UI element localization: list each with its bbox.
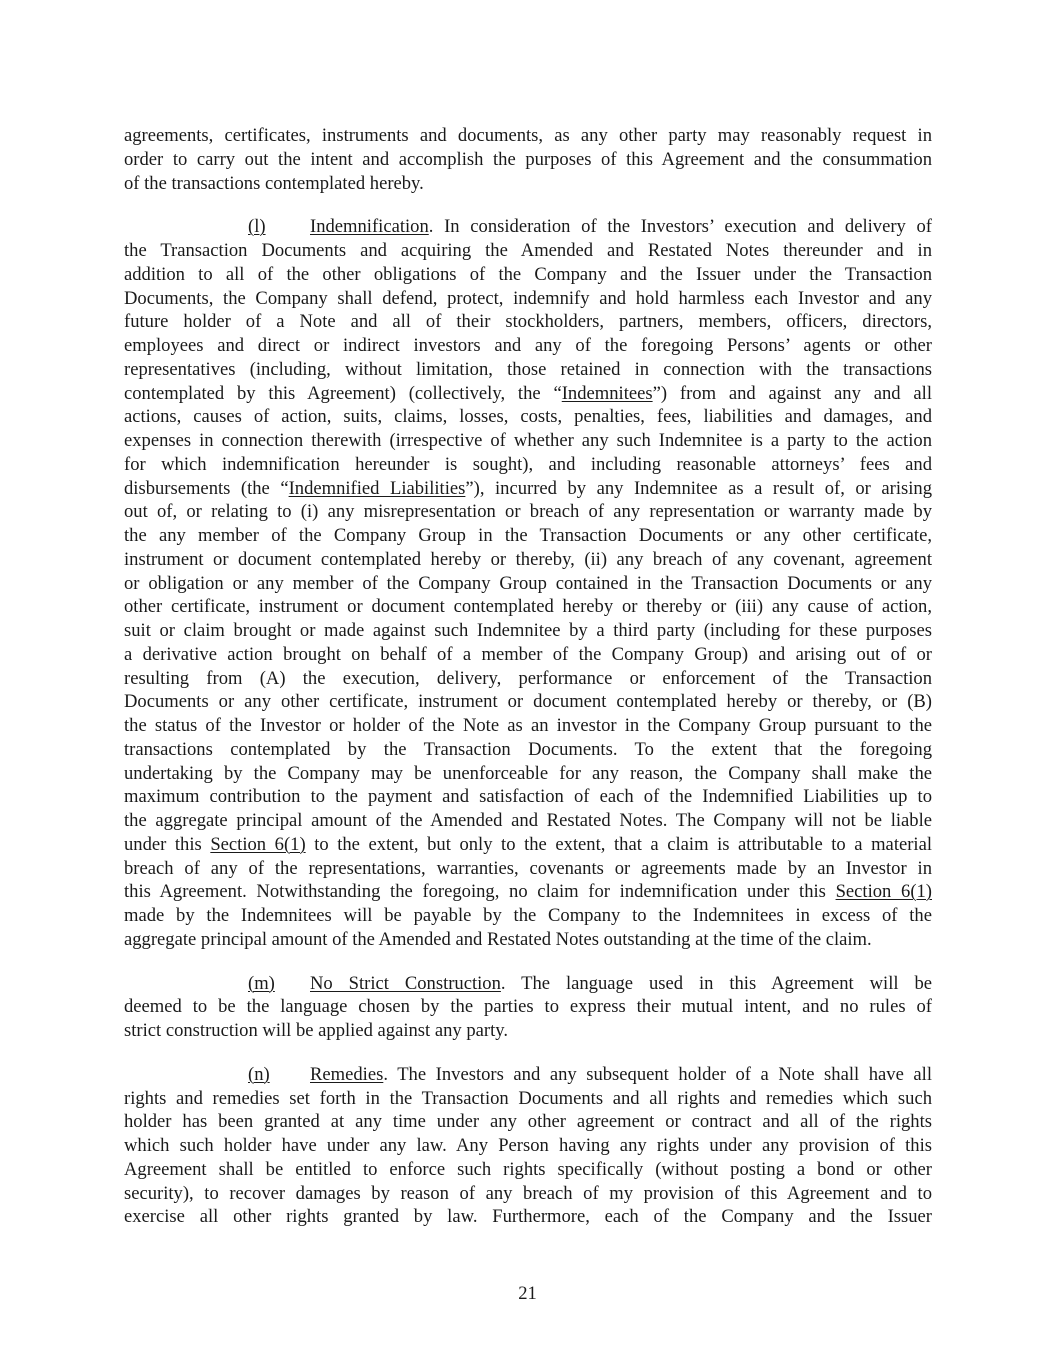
section-text: . In consideration of the Investors’ execution and delivery of [428,216,932,238]
indemnified-liabilities-definition-line [124,477,932,501]
text-fragment: ”) from and against any and all [652,382,932,404]
text-line: actions, causes of action, suits, claims, losses, costs, penalties, fees, liabilities and damages, and [124,406,932,428]
text-line: future holder of a Note and all of their stockholders, partners, members, officers, directors, [124,311,932,333]
section-m-no-strict-construction [124,972,932,1043]
text-line: employees and direct or indirect investors and any of the foregoing Persons’ agents or other [124,335,932,356]
document-page [124,124,932,1229]
defined-term-indemnified-liabilities: Indemnified Liabilities [288,477,466,499]
section-first-line [124,972,932,996]
text-line: Documents or any other certificate, instrument or document contemplated hereby or thereby, or (B) [124,691,932,713]
text-line: the any member of the Company Group in the Transaction Documents or any other certificate, [124,525,932,546]
section-number: (m) [248,972,275,994]
text-line: exercise all other rights granted by law. Furthermore, each of the Company and the Issuer [124,1206,932,1228]
text-line: the status of the Investor or holder of the Note as an investor in the Company Group pursuant to the [124,715,932,736]
continuation-paragraph [124,124,932,195]
text-line: Agreement shall be entitled to enforce such rights specifically (without posting a bond or other [124,1158,932,1180]
text-line: of the transactions contemplated hereby. [124,172,424,194]
text-fragment: this Agreement. Notwithstanding the foregoing, no claim for indemnification under this [124,881,836,903]
section-text: . The language used in this Agreement will be [500,972,932,994]
text-line: addition to all of the other obligations of the Company and the Issuer under the Transaction [124,263,932,285]
section-heading: No Strict Construction [310,972,501,994]
text-line: made by the Indemnitees will be payable by the Company to the Indemnitees in excess of the [124,905,932,926]
text-line: expenses in connection therewith (irrespective of whether any such Indemnitee is a party to the action [124,430,932,451]
section-heading: Indemnification [310,216,429,238]
text-line: out of, or relating to (i) any misrepresentation or breach of any representation or warranty made by [124,501,932,523]
text-line: other certificate, instrument or document contemplated hereby or thereby or (iii) any cause of action, [124,596,932,618]
section-6-1-reference[interactable]: Section 6(1) [835,881,932,903]
section-6-1-reference[interactable]: Section 6(1) [210,833,306,855]
text-line: the aggregate principal amount of the Amended and Restated Notes. The Company will not be liable [124,810,932,831]
text-line: agreements, certificates, instruments and documents, as any other party may reasonably request in [124,125,932,146]
text-line: breach of any of the representations, warranties, covenants or agreements made by an Investor in [124,857,932,879]
page-number: 21 [518,1283,537,1304]
section-reference-line [124,833,932,857]
text-line: instrument or document contemplated hereby or thereby, (ii) any breach of any covenant, agreement [124,548,932,570]
text-line: order to carry out the intent and accomplish the purposes of this Agreement and the consummation [124,148,932,170]
text-fragment: under this [124,833,211,855]
text-line: for which indemnification hereunder is sought), and including reasonable attorneys’ fees and [124,453,932,475]
text-line: strict construction will be applied against any party. [124,1020,508,1041]
text-line: the Transaction Documents and acquiring the Amended and Restated Notes thereunder and in [124,240,932,261]
defined-term-indemnitees: Indemnitees [561,382,653,404]
text-line: holder has been granted at any time under any other agreement or contract and all of the rights [124,1111,932,1133]
text-fragment: disbursements (the “ [124,477,289,499]
text-line: suit or claim brought or made against such Indemnitee by a third party (including for these purposes [124,620,932,641]
text-line: rights and remedies set forth in the Transaction Documents and all rights and remedies which such [124,1087,932,1109]
text-line: Documents, the Company shall defend, protect, indemnify and hold harmless each Investor and any [124,287,932,309]
section-first-line [124,1063,932,1087]
section-reference-line [124,880,932,904]
section-first-line [124,215,932,239]
text-line: undertaking by the Company may be unenforceable for any reason, the Company shall make the [124,762,932,784]
section-n-remedies [124,1063,932,1229]
text-line: representatives (including, without limitation, those retained in connection with the transactions [124,358,932,380]
text-line: resulting from (A) the execution, delivery, performance or enforcement of the Transaction [124,667,932,689]
text-line: or obligation or any member of the Company Group contained in the Transaction Documents or any [124,572,932,594]
text-line: which such holder have under any law. Any Person having any rights under any provision of this [124,1135,932,1156]
text-line: a derivative action brought on behalf of a member of the Company Group) and arising out of or [124,643,932,665]
text-line: transactions contemplated by the Transaction Documents. To the extent that the foregoing [124,738,932,760]
text-fragment: ”), incurred by any Indemnitee as a result of, or arising [465,477,932,499]
section-l-indemnification [124,215,932,951]
section-number: (n) [248,1063,270,1085]
text-fragment: contemplated by this Agreement) (collectively, the “ [124,382,562,404]
section-heading: Remedies [310,1063,384,1085]
indemnitees-definition-line [124,382,932,406]
section-text: . The Investors and any subsequent holder of a Note shall have all [383,1063,932,1085]
text-line: maximum contribution to the payment and satisfaction of each of the Indemnified Liabilities up to [124,786,932,808]
text-line: aggregate principal amount of the Amended and Restated Notes outstanding at the time of the claim. [124,928,872,950]
section-number: (l) [248,216,266,238]
text-fragment: to the extent, but only to the extent, that a claim is attributable to a material [305,833,933,855]
text-line: security), to recover damages by reason of any breach of my provision of this Agreement and to [124,1182,932,1204]
text-line: deemed to be the language chosen by the parties to express their mutual intent, and no rules of [124,996,932,1018]
